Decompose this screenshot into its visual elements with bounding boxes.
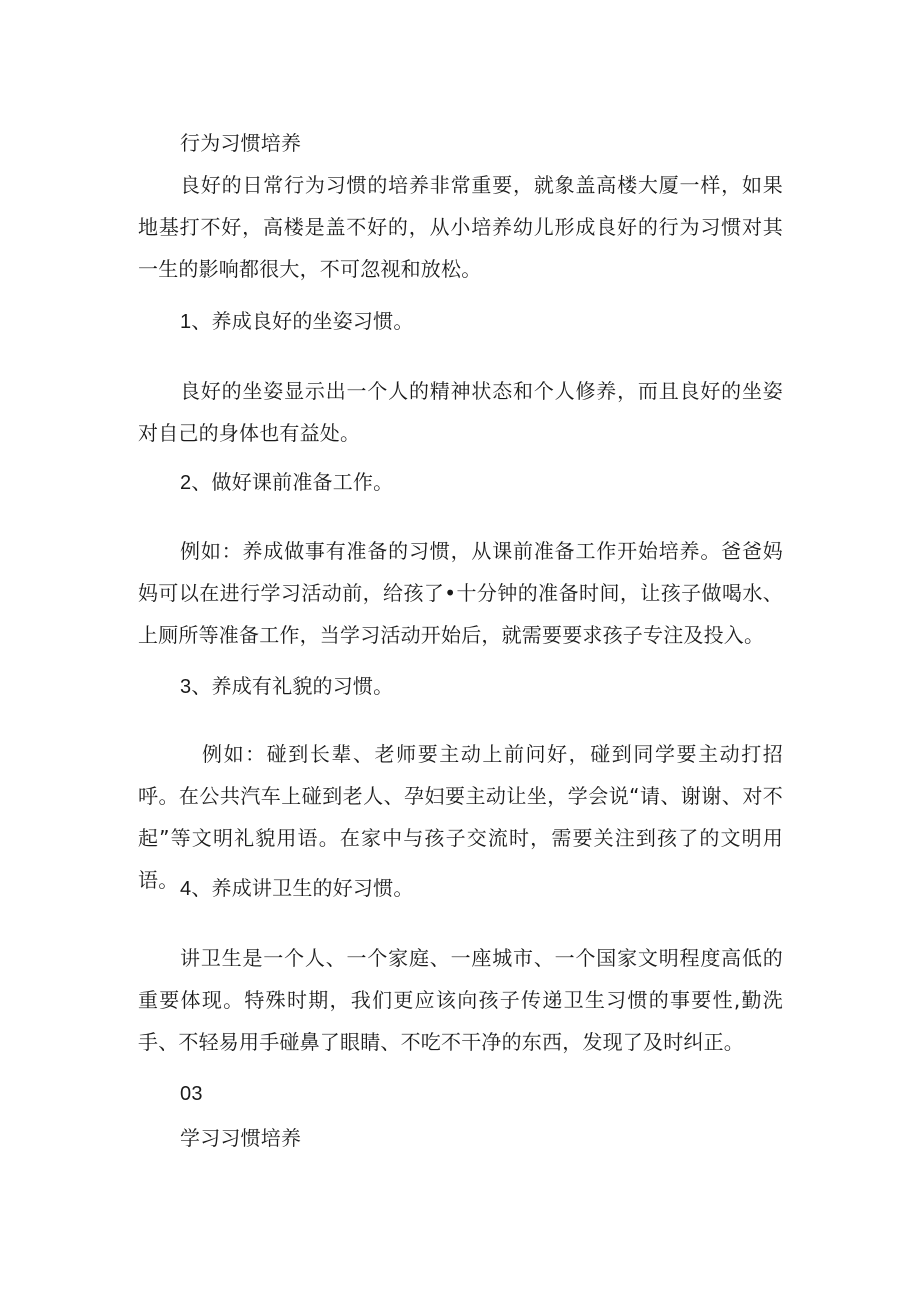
section-heading-behavior: 行为习惯培养 — [180, 131, 302, 155]
item-4-body: 讲卫生是一个人、一个家庭、一座城市、一个国家文明程度高低的重要体现。特殊时期，我们更应该向孩子传递卫生习惯的事要性,勤洗手、不轻易用手碰鼻了眼睛、不吃不干净的东西，发现了及时纠正。 — [138, 946, 783, 1054]
section-number: 03 — [180, 1083, 203, 1105]
item-3-body: 例如：碰到长辈、老师要主动上前问好，碰到同学要主动打招呼。在公共汽车上碰到老人、孕妇要主动让坐，学会说“请、谢谢、对不起”等文明礼貌用语。在家中与孩子交流时，需要关注到孩了的文明用语。 — [138, 742, 783, 892]
intro-paragraph: 良好的日常行为习惯的培养非常重要，就象盖高楼大厦一样，如果地基打不好，高楼是盖不好的，从小培养幼儿形成良好的行为习惯对其一生的影响都很大，不可忽视和放松。 — [138, 173, 783, 281]
item-2-title: 2、做好课前准备工作。 — [180, 472, 394, 494]
item-1-body: 良好的坐姿显示出一个人的精神状态和个人修养，而且良好的坐姿对自己的身体也有益处。 — [138, 379, 783, 445]
item-4-title: 4、养成讲卫生的好习惯。 — [180, 878, 414, 900]
item-2-body: 例如：养成做事有准备的习惯，从课前准备工作开始培养。爸爸妈妈可以在进行学习活动前，给孩了•十分钟的准备时间，让孩子做喝水、上厕所等准备工作，当学习活动开始后，就需要要求孩子专注及投入。 — [138, 539, 783, 647]
item-3-title: 3、养成有礼貌的习惯。 — [180, 676, 394, 698]
item-1-title: 1、养成良好的坐姿习惯。 — [180, 311, 414, 333]
section-heading-study: 学习习惯培养 — [180, 1126, 302, 1150]
